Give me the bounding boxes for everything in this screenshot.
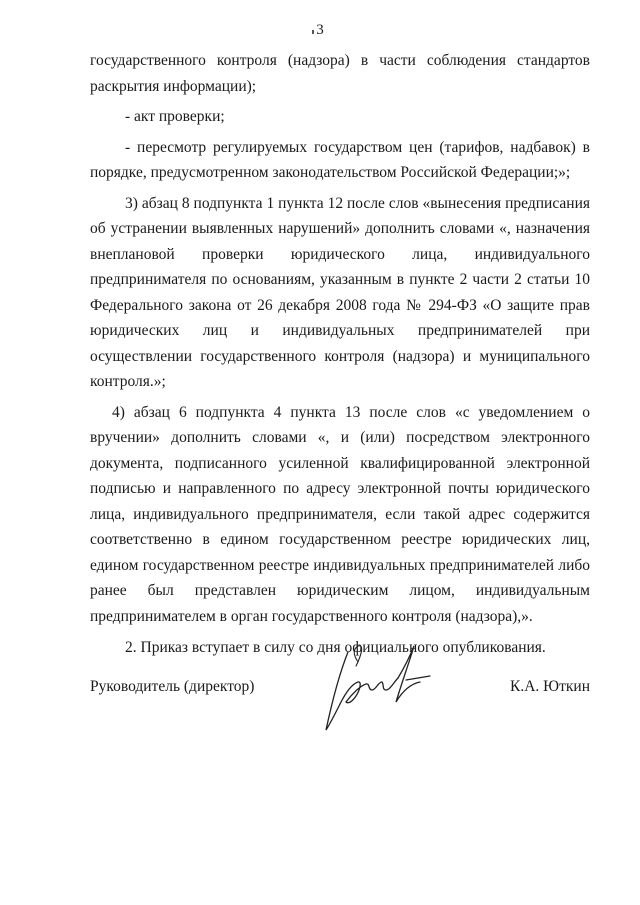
scan-mark xyxy=(312,30,314,34)
page-number: 3 xyxy=(316,22,324,38)
signer-name: К.А. Юткин xyxy=(510,678,590,695)
handwritten-signature xyxy=(318,632,438,742)
document-body xyxy=(90,48,590,666)
list-item-act: - акт проверки; xyxy=(125,108,225,125)
list-item-price-revision: - пересмотр регулируемых государством цен (тарифов, надбавок) в порядке, предусмотренном законодательством Российской Федерации;»; xyxy=(90,138,590,181)
paragraph-continuation: государственного контроля (надзора) в части соблюдения стандартов раскрытия информации); xyxy=(90,52,590,95)
amendment-3: 3) абзац 8 подпункта 1 пункта 12 после слов «вынесения предписания об устранении выявленных нарушений» дополнить словами «, назначения внеплановой проверки юридического лица, индивидуального предпринимателя по основаниям, указанным в пункте 2 части 2 статьи 10 Федерального закона от 26 декабря 2008 года № 294-ФЗ «О защите прав юридических лиц и индивидуальных предпринимателей при осуществлении государственного контроля (надзора) и муниципального контроля.»; xyxy=(90,194,590,390)
order-clause-2: 2. Приказ вступает в силу со дня официального опубликования. xyxy=(125,639,546,656)
signer-position: Руководитель (директор) xyxy=(90,678,255,695)
amendment-4: 4) абзац 6 подпункта 4 пункта 13 после слов «с уведомлением о вручении» дополнить словами «, и (или) посредством электронного документа, подписанного усиленной квалифицированной электронной подписью и направленного по адресу электронной почты юридического лица, индивидуального предпринимателя, если такой адрес содержится соответственно в едином государственном реестре юридических лиц, едином государственном реестре индивидуальных предпринимателей либо ранее был представлен юридическим лицом, индивидуальным предпринимателем в орган государственного контроля (надзора),». xyxy=(90,403,590,625)
